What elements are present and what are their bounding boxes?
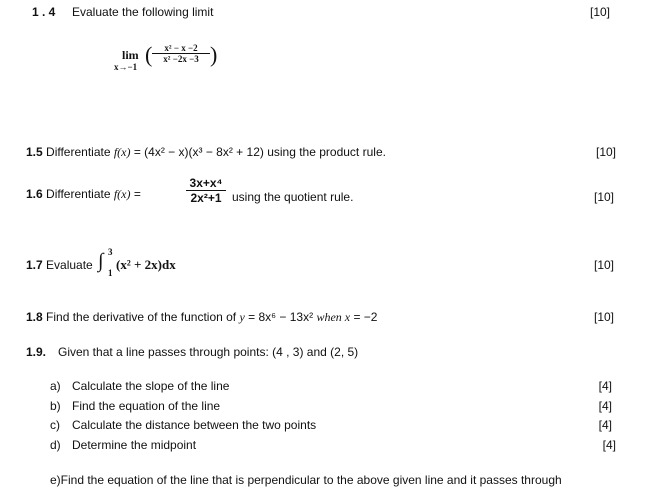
limit-fraction [152, 43, 210, 64]
fraction-denominator: 2x²+1 [190, 191, 222, 205]
close-paren: ) [210, 42, 218, 67]
question-text: Evaluate [42, 258, 93, 272]
question-line [26, 187, 141, 202]
question-text: = (4x² − x)(x³ − 8x² + 12) using the product rule. [130, 145, 386, 159]
lim-word: lim [122, 48, 139, 62]
subpart-letter: d) [50, 438, 61, 452]
subpart-marks: [4] [598, 379, 612, 393]
question-text: Differentiate [42, 145, 114, 159]
fraction-denominator: x² −2x −3 [163, 54, 199, 64]
subpart-text: Calculate the slope of the line [72, 379, 230, 393]
question-number: 1.7 [26, 258, 43, 272]
question-text: using the quotient rule. [232, 190, 354, 204]
question-marks: [10] [593, 258, 614, 272]
integrand: (x² + 2x)dx [116, 257, 176, 272]
question-marks: [10] [593, 310, 614, 324]
subpart-letter: b) [50, 399, 61, 413]
fraction-numerator: 3x+x⁴ [186, 176, 226, 191]
quotient-fraction [186, 176, 226, 205]
question-line [26, 258, 93, 272]
integral-lower-limit: 1 [108, 268, 113, 278]
question-number: 1.8 [26, 310, 43, 324]
question-marks: [10] [589, 5, 610, 19]
subpart-marks: [4] [598, 418, 612, 432]
question-line [26, 310, 377, 325]
question-text: = [130, 187, 141, 201]
subpart-text: Calculate the distance between the two points [72, 418, 317, 432]
integral-upper-limit: 3 [108, 247, 113, 257]
question-number: 1 . 4 [32, 5, 56, 19]
function-f: f(x) [113, 145, 131, 159]
variable-y: y [239, 310, 245, 324]
question-text: = −2 [350, 310, 378, 324]
lim-subscript: x→−1 [114, 62, 138, 72]
subpart-text: Find the equation of the line [72, 399, 221, 413]
question-text: Differentiate [42, 187, 114, 201]
subpart-letter: c) [50, 418, 60, 432]
question-text: = 8x⁶ − 13x² [244, 310, 317, 324]
question-line [26, 145, 386, 160]
subpart-e-text: e)Find the equation of the line that is perpendicular to the above given line and it passes through [50, 473, 562, 487]
question-text: Evaluate the following limit [72, 5, 214, 19]
question-marks: [10] [593, 190, 614, 204]
question-number: 1.9. [26, 345, 47, 359]
subpart-marks: [4] [598, 399, 612, 413]
when-clause: when x [316, 310, 351, 324]
fraction-numerator: x² − x −2 [152, 43, 210, 54]
question-text: Find the derivative of the function of [42, 310, 240, 324]
subpart-letter: a) [50, 379, 61, 393]
question-number: 1.5 [26, 145, 43, 159]
integral-sign: ∫ [98, 250, 104, 272]
open-paren: ( [145, 42, 153, 67]
function-f: f(x) [113, 187, 131, 201]
subpart-text: Determine the midpoint [72, 438, 197, 452]
question-marks: [10] [595, 145, 616, 159]
question-text: Given that a line passes through points: (4 , 3) and (2, 5) [58, 345, 359, 359]
question-number: 1.6 [26, 187, 43, 201]
subpart-marks: [4] [602, 438, 616, 452]
